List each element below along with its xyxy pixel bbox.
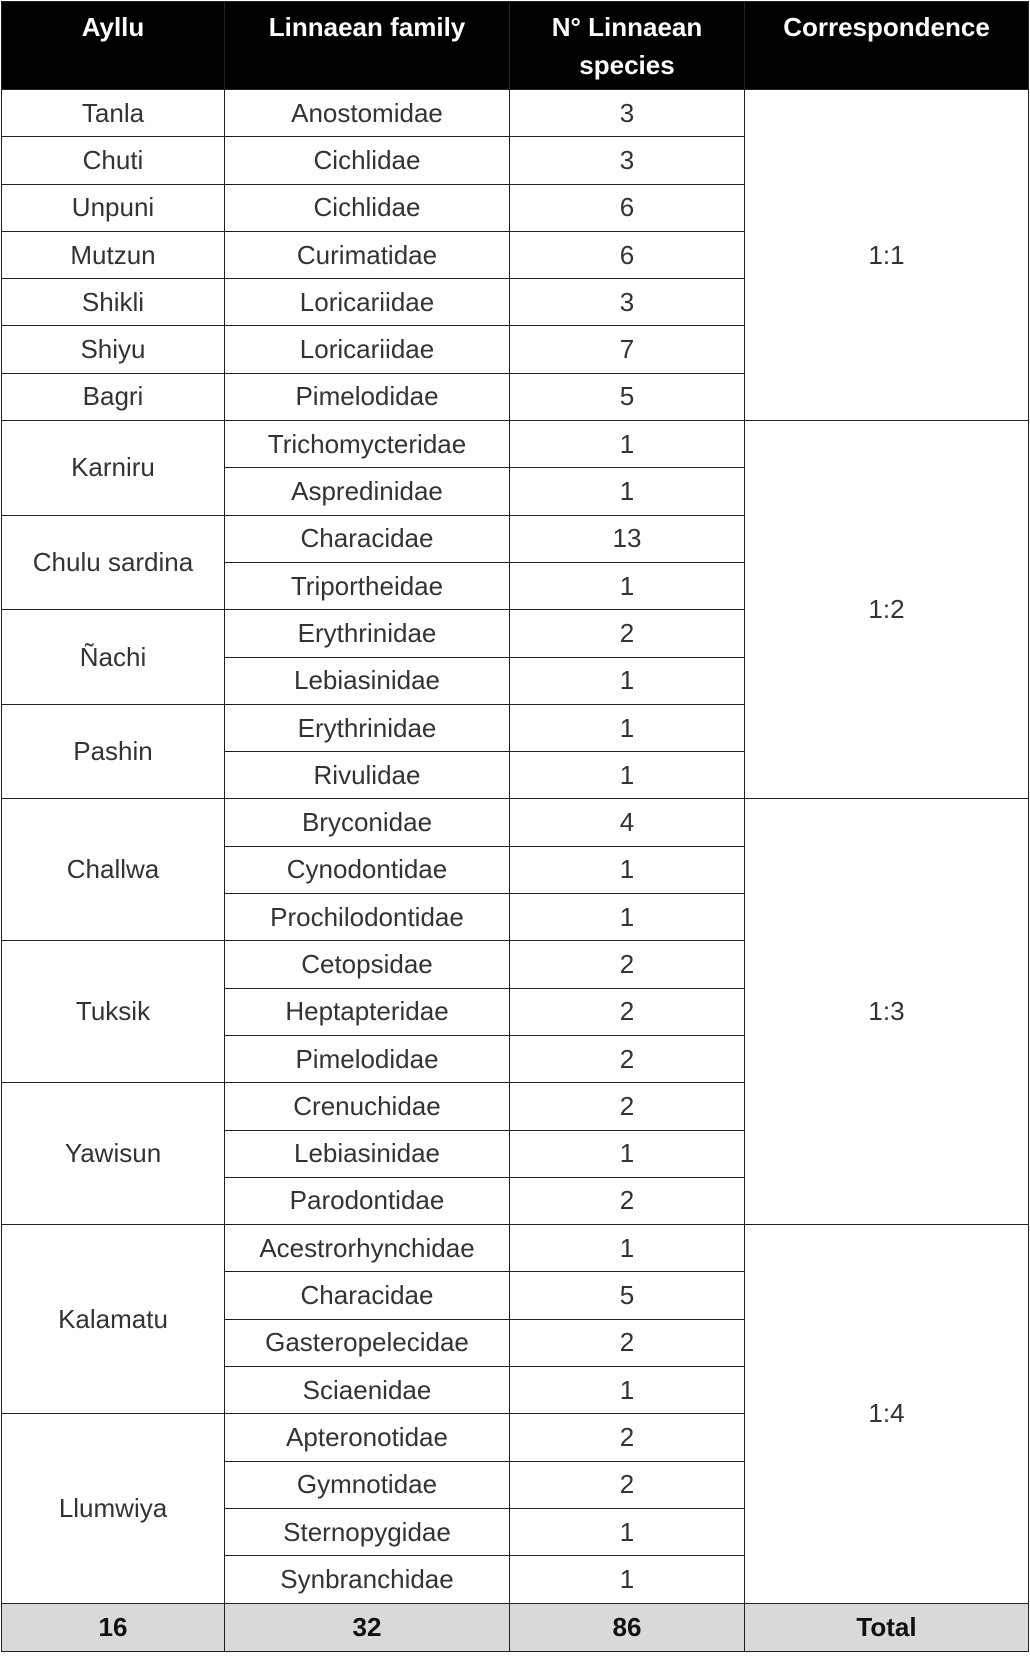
ayllu-cell: Ñachi	[2, 610, 225, 705]
family-cell: Loricariidae	[225, 279, 510, 326]
species-count-cell: 1	[510, 846, 745, 893]
species-count-cell: 1	[510, 421, 745, 468]
family-cell: Crenuchidae	[225, 1083, 510, 1130]
correspondence-cell: 1:4	[745, 1225, 1029, 1603]
ayllu-correspondence-table	[1, 1, 1029, 1652]
species-count-cell: 6	[510, 231, 745, 278]
ayllu-cell: Tuksik	[2, 941, 225, 1083]
ayllu-cell: Llumwiya	[2, 1414, 225, 1603]
table-body	[2, 90, 1029, 1604]
species-count-cell: 1	[510, 1367, 745, 1414]
species-count-cell: 1	[510, 894, 745, 941]
family-cell: Heptapteridae	[225, 988, 510, 1035]
species-count-cell: 2	[510, 1083, 745, 1130]
table-row	[2, 799, 1029, 846]
family-cell: Parodontidae	[225, 1177, 510, 1224]
species-count-cell: 5	[510, 1272, 745, 1319]
species-count-cell: 1	[510, 1508, 745, 1555]
ayllu-cell: Pashin	[2, 704, 225, 799]
family-cell: Bryconidae	[225, 799, 510, 846]
family-cell: Sternopygidae	[225, 1508, 510, 1555]
header-linnaean-family: Linnaean family	[225, 2, 510, 90]
species-count-cell: 4	[510, 799, 745, 846]
total-row	[2, 1603, 1029, 1651]
family-cell: Rivulidae	[225, 752, 510, 799]
family-cell: Cichlidae	[225, 184, 510, 231]
family-cell: Anostomidae	[225, 90, 510, 137]
species-count-cell: 2	[510, 1461, 745, 1508]
species-count-cell: 13	[510, 515, 745, 562]
total-label: Total	[745, 1603, 1029, 1651]
species-count-cell: 3	[510, 90, 745, 137]
species-count-cell: 2	[510, 1177, 745, 1224]
family-cell: Sciaenidae	[225, 1367, 510, 1414]
total-species-count: 86	[510, 1603, 745, 1651]
species-count-cell: 2	[510, 610, 745, 657]
species-count-cell: 1	[510, 562, 745, 609]
family-cell: Cichlidae	[225, 137, 510, 184]
family-cell: Gymnotidae	[225, 1461, 510, 1508]
ayllu-cell: Tanla	[2, 90, 225, 137]
family-cell: Cynodontidae	[225, 846, 510, 893]
species-count-cell: 3	[510, 279, 745, 326]
ayllu-cell: Kalamatu	[2, 1225, 225, 1414]
total-family-count: 32	[225, 1603, 510, 1651]
ayllu-cell: Chulu sardina	[2, 515, 225, 610]
species-count-cell: 1	[510, 1556, 745, 1603]
species-count-cell: 2	[510, 1414, 745, 1461]
ayllu-cell: Shiyu	[2, 326, 225, 373]
species-count-cell: 1	[510, 468, 745, 515]
ayllu-cell: Bagri	[2, 373, 225, 420]
ayllu-cell: Challwa	[2, 799, 225, 941]
family-cell: Aspredinidae	[225, 468, 510, 515]
species-count-cell: 2	[510, 1319, 745, 1366]
family-cell: Pimelodidae	[225, 373, 510, 420]
species-count-cell: 2	[510, 988, 745, 1035]
table-row	[2, 90, 1029, 137]
family-cell: Erythrinidae	[225, 704, 510, 751]
family-cell: Erythrinidae	[225, 610, 510, 657]
species-count-cell: 6	[510, 184, 745, 231]
table-footer	[2, 1603, 1029, 1651]
species-count-cell: 1	[510, 704, 745, 751]
species-count-cell: 1	[510, 1225, 745, 1272]
species-count-cell: 7	[510, 326, 745, 373]
ayllu-cell: Chuti	[2, 137, 225, 184]
header-row	[2, 2, 1029, 90]
correspondence-cell: 1:2	[745, 421, 1029, 799]
family-cell: Characidae	[225, 515, 510, 562]
ayllu-cell: Mutzun	[2, 231, 225, 278]
header-species-count: N° Linnaean species	[510, 2, 745, 90]
ayllu-cell: Karniru	[2, 421, 225, 516]
total-ayllu-count: 16	[2, 1603, 225, 1651]
correspondence-cell: 1:3	[745, 799, 1029, 1225]
family-cell: Cetopsidae	[225, 941, 510, 988]
family-cell: Prochilodontidae	[225, 894, 510, 941]
table-header	[2, 2, 1029, 90]
species-count-cell: 5	[510, 373, 745, 420]
species-count-cell: 1	[510, 752, 745, 799]
species-count-cell: 1	[510, 1130, 745, 1177]
correspondence-cell: 1:1	[745, 90, 1029, 421]
family-cell: Loricariidae	[225, 326, 510, 373]
header-correspondence: Correspondence	[745, 2, 1029, 90]
table-row	[2, 1225, 1029, 1272]
family-cell: Gasteropelecidae	[225, 1319, 510, 1366]
family-cell: Triportheidae	[225, 562, 510, 609]
species-count-cell: 3	[510, 137, 745, 184]
family-cell: Characidae	[225, 1272, 510, 1319]
species-count-cell: 2	[510, 1035, 745, 1082]
species-count-cell: 1	[510, 657, 745, 704]
ayllu-cell: Shikli	[2, 279, 225, 326]
family-cell: Lebiasinidae	[225, 1130, 510, 1177]
family-cell: Apteronotidae	[225, 1414, 510, 1461]
family-cell: Lebiasinidae	[225, 657, 510, 704]
family-cell: Trichomycteridae	[225, 421, 510, 468]
family-cell: Pimelodidae	[225, 1035, 510, 1082]
family-cell: Acestrorhynchidae	[225, 1225, 510, 1272]
ayllu-cell: Yawisun	[2, 1083, 225, 1225]
species-count-cell: 2	[510, 941, 745, 988]
table-row	[2, 421, 1029, 468]
ayllu-cell: Unpuni	[2, 184, 225, 231]
family-cell: Curimatidae	[225, 231, 510, 278]
header-ayllu: Ayllu	[2, 2, 225, 90]
family-cell: Synbranchidae	[225, 1556, 510, 1603]
